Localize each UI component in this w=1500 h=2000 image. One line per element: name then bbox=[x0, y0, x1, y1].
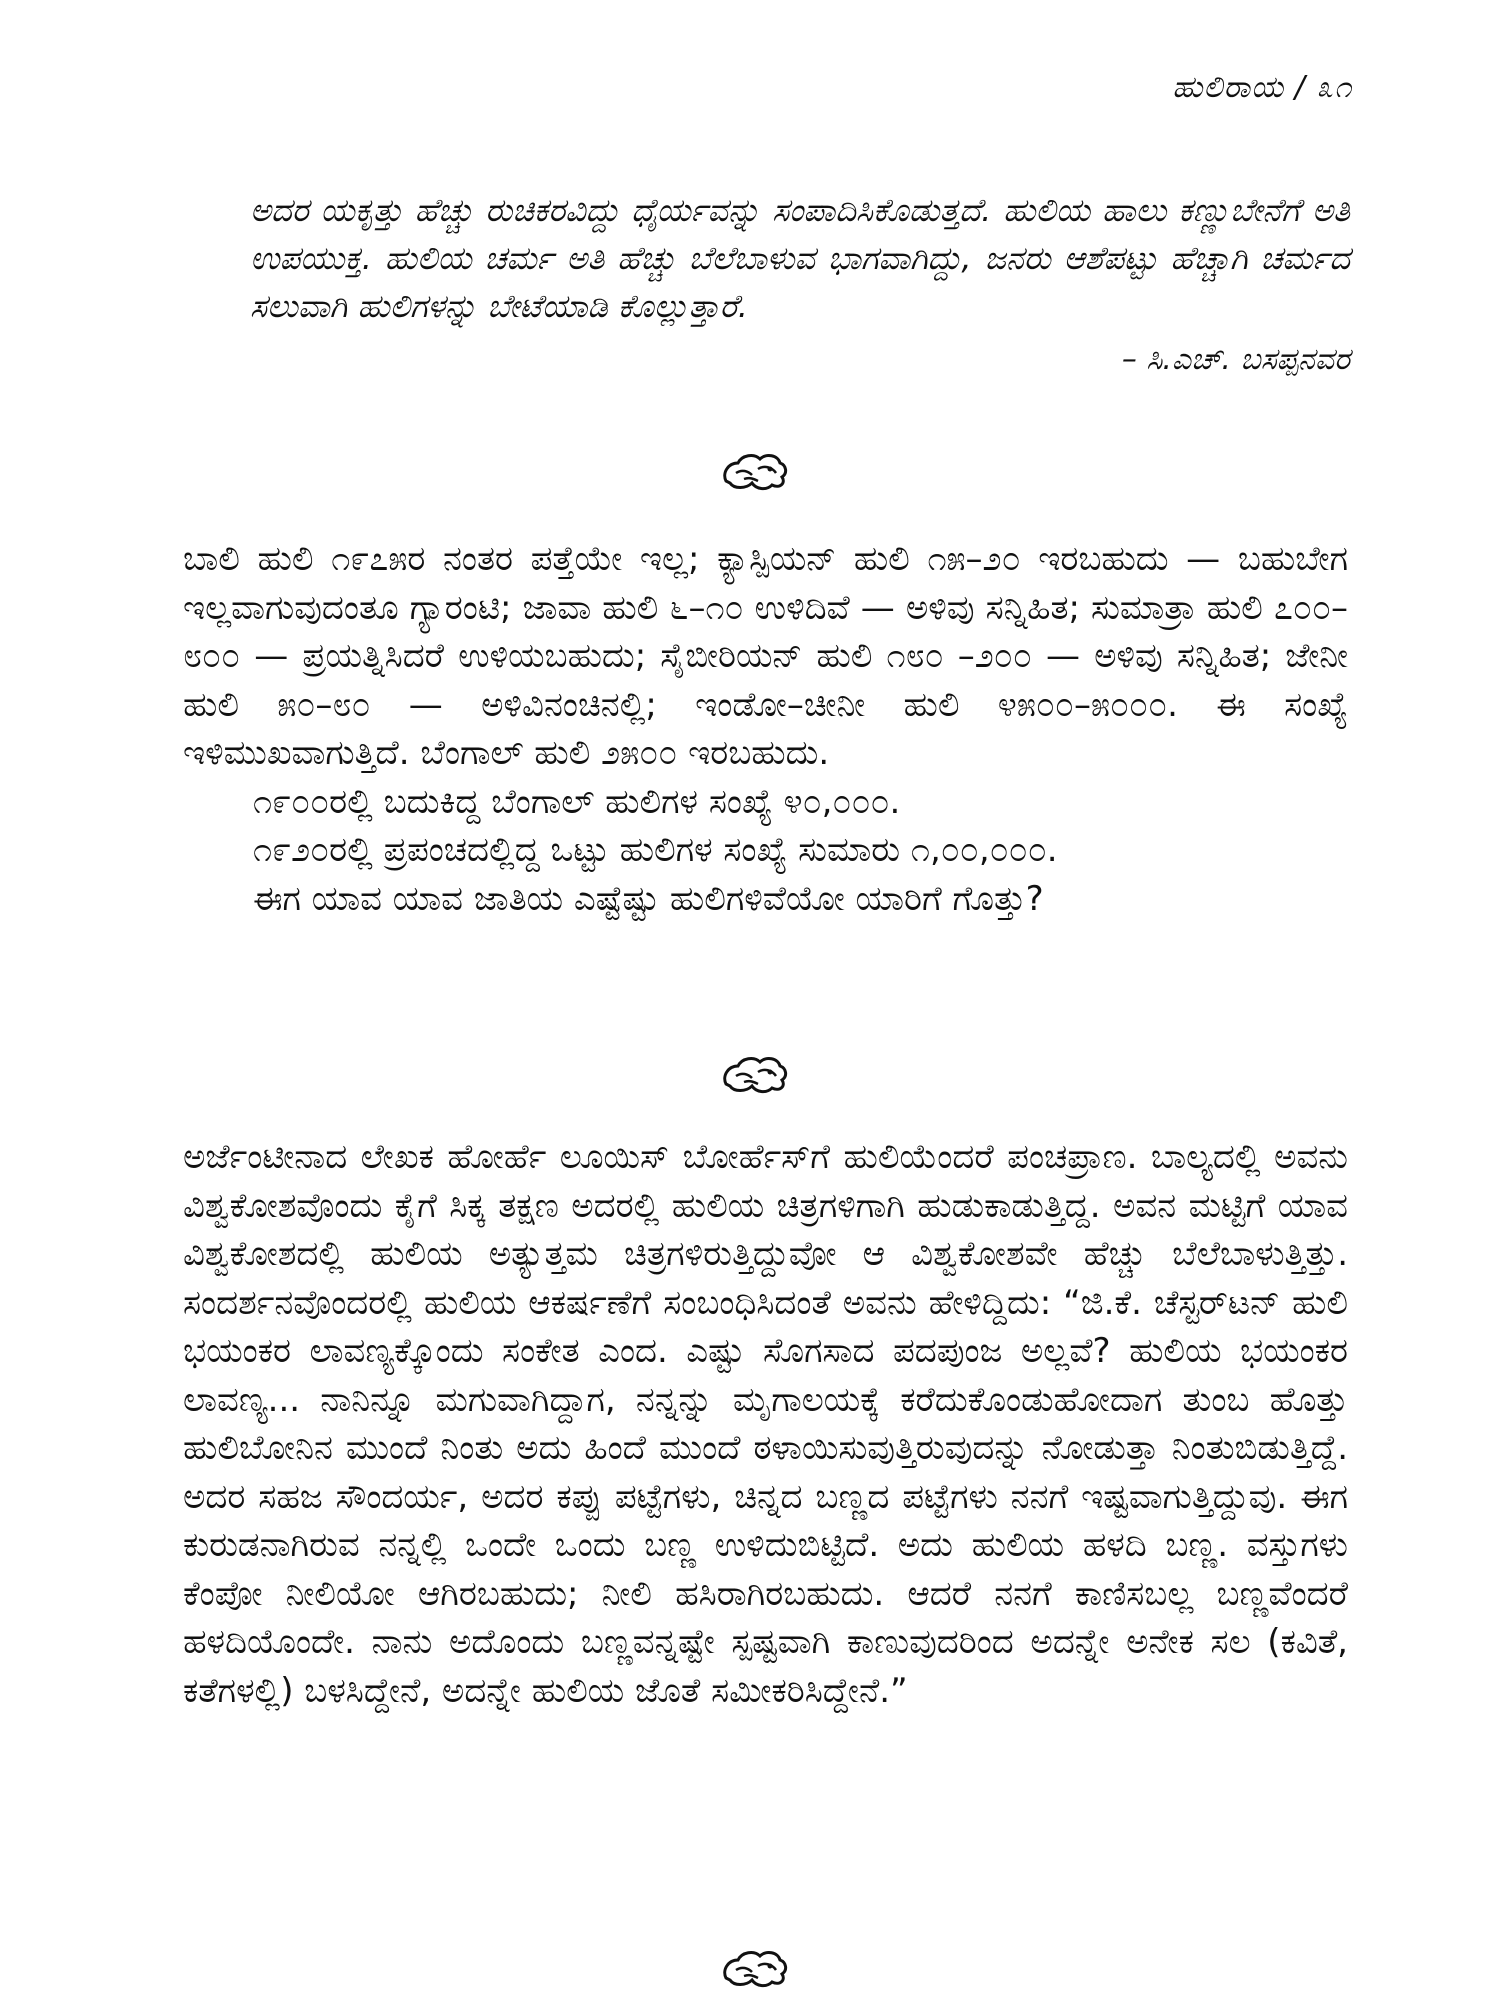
borges-paragraph: ಅರ್ಜೆಂಟೀನಾದ ಲೇಖಕ ಹೋರ್ಹೆ ಲೂಯಿಸ್ ಬೋರ್ಹೆಸ್‌ಗೆ ಹುಲಿಯೆಂದರೆ ಪಂಚಪ್ರಾಣ. ಬಾಲ್ಯದಲ್ಲಿ ಅವನು ವಿಶ್ವಕೋಶವೊಂದು ಕೈಗೆ ಸಿಕ್ಕ ತಕ್ಷಣ ಅದರಲ್ಲಿ ಹುಲಿಯ ಚಿತ್ರಗಳಿಗಾಗಿ ಹುಡುಕಾಡುತ್ತಿದ್ದ. ಅವನ ಮಟ್ಟಿಗೆ ಯಾವ ವಿಶ್ವಕೋಶದಲ್ಲಿ ಹುಲಿಯ ಅತ್ಯುತ್ತಮ ಚಿತ್ರಗಳಿರುತ್ತಿದ್ದುವೋ ಆ ವಿಶ್ವಕೋಶವೇ ಹೆಚ್ಚು ಬೆಲೆಬಾಳುತ್ತಿತ್ತು. ಸಂದರ್ಶನವೊಂದರಲ್ಲಿ ಹುಲಿಯ ಆಕರ್ಷಣೆಗೆ ಸಂಬಂಧಿಸಿದಂತೆ ಅವನು ಹೇಳಿದ್ದಿದು: “ಜಿ.ಕೆ. ಚೆಸ್ಟರ್‌ಟನ್ ಹುಲಿ ಭಯಂಕರ ಲಾವಣ್ಯಕ್ಕೊಂದು ಸಂಕೇತ ಎಂದ. ಎಷ್ಟು ಸೊಗಸಾದ ಪದಪುಂಜ ಅಲ್ಲವೆ? ಹುಲಿಯ ಭಯಂಕರ ಲಾವಣ್ಯ... ನಾನಿನ್ನೂ ಮಗುವಾಗಿದ್ದಾಗ, ನನ್ನನ್ನು ಮೃಗಾಲಯಕ್ಕೆ ಕರೆದುಕೊಂಡುಹೋದಾಗ ತುಂಬ ಹೊತ್ತು ಹುಲಿಬೋನಿನ ಮುಂದೆ ನಿಂತು ಅದು ಹಿಂದೆ ಮುಂದೆ ಠಳಾಯಿಸುವುತ್ತಿರುವುದನ್ನು ನೋಡುತ್ತಾ ನಿಂತುಬಿಡುತ್ತಿದ್ದೆ. ಅದರ ಸಹಜ ಸೌಂದರ್ಯ, ಅದರ ಕಪ್ಪು ಪಟ್ಟೆಗಳು, ಚಿನ್ನದ ಬಣ್ಣದ ಪಟ್ಟೆಗಳು ನನಗೆ ಇಷ್ಟವಾಗುತ್ತಿದ್ದುವು. ಈಗ ಕುರುಡನಾಗಿರುವ ನನ್ನಲ್ಲಿ ಒಂದೇ ಒಂದು ಬಣ್ಣ ಉಳಿದುಬಿಟ್ಟಿದೆ. ಅದು ಹುಲಿಯ ಹಳದಿ ಬಣ್ಣ. ವಸ್ತುಗಳು ಕೆಂಪೋ ನೀಲಿಯೋ ಆಗಿರಬಹುದು; ನೀಲಿ ಹಸಿರಾಗಿರಬಹುದು. ಆದರೆ ನನಗೆ ಕಾಣಿಸಬಲ್ಲ ಬಣ್ಣವೆಂದರೆ ಹಳದಿಯೊಂದೇ. ನಾನು ಅದೊಂದು ಬಣ್ಣವನ್ನಷ್ಟೇ ಸ್ಪಷ್ಟವಾಗಿ ಕಾಣುವುದರಿಂದ ಅದನ್ನೇ ಅನೇಕ ಸಲ (ಕವಿತೆ, ಕತೆಗಳಲ್ಲಿ) ಬಳಸಿದ್ದೇನೆ, ಅದನ್ನೇ ಹುಲಿಯ ಜೊತೆ ಸಮೀಕರಿಸಿದ್ದೇನೆ.” bbox=[183, 1137, 1348, 1711]
population-line-1920: ೧೯೨೦ರಲ್ಲಿ ಪ್ರಪಂಚದಲ್ಲಿದ್ದ ಒಟ್ಟು ಹುಲಿಗಳ ಸಂಖ್ಯೆ ಸುಮಾರು ೧,೦೦,೦೦೦. bbox=[253, 830, 1058, 870]
epigraph-quote bbox=[250, 186, 1350, 330]
running-head: ಹುಲಿರಾಯ / ೩೧ bbox=[1172, 70, 1352, 105]
tiger-ornament-icon bbox=[720, 1944, 790, 1990]
tiger-ornament-icon bbox=[720, 1050, 790, 1096]
quote-attribution: – ಸಿ.ಎಚ್. ಬಸಪ್ಪನವರ bbox=[1121, 342, 1350, 377]
tiger-ornament-icon bbox=[720, 447, 790, 493]
quote-text: ಅದರ ಯಕೃತ್ತು ಹೆಚ್ಚು ರುಚಿಕರವಿದ್ದು ಧೈರ್ಯವನ್ನು ಸಂಪಾದಿಸಿಕೊಡುತ್ತದೆ. ಹುಲಿಯ ಹಾಲು ಕಣ್ಣುಬೇನೆಗೆ ಅತಿ ಉಪಯುಕ್ತ. ಹುಲಿಯ ಚರ್ಮ ಅತಿ ಹೆಚ್ಚು ಬೆಲೆಬಾಳುವ ಭಾಗವಾಗಿದ್ದು, ಜನರು ಆಶೆಪಟ್ಟು ಹೆಚ್ಚಾಗಿ ಚರ್ಮದ ಸಲುವಾಗಿ ಹುಲಿಗಳನ್ನು ಬೇಟೆಯಾಡಿ ಕೊಲ್ಲುತ್ತಾರೆ. bbox=[250, 191, 1350, 325]
tiger-population-section bbox=[183, 535, 1348, 923]
population-line-1900: ೧೯೦೦ರಲ್ಲಿ ಬದುಕಿದ್ದ ಬೆಂಗಾಲ್ ಹುಲಿಗಳ ಸಂಖ್ಯೆ ೪೦,೦೦೦. bbox=[253, 781, 901, 822]
borges-section bbox=[183, 1133, 1348, 1715]
population-paragraph: ಬಾಲಿ ಹುಲಿ ೧೯೭೫ರ ನಂತರ ಪತ್ತೆಯೇ ಇಲ್ಲ; ಕ್ಯಾಸ್ಪಿಯನ್ ಹುಲಿ ೧೫–೨೦ ಇರಬಹುದು — ಬಹುಬೇಗ ಇಲ್ಲವಾಗುವುದಂತೂ ಗ್ಯಾರಂಟಿ; ಜಾವಾ ಹುಲಿ ೬–೧೦ ಉಳಿದಿವೆ — ಅಳಿವು ಸನ್ನಿಹಿತ; ಸುಮಾತ್ರಾ ಹುಲಿ ೭೦೦–೮೦೦ — ಪ್ರಯತ್ನಿಸಿದರೆ ಉಳಿಯಬಹುದು; ಸೈಬೀರಿಯನ್ ಹುಲಿ ೧೮೦ –೨೦೦ — ಅಳಿವು ಸನ್ನಿಹಿತ; ಜೇನೀ ಹುಲಿ ೫೦–೮೦ — ಅಳಿವಿನಂಚಿನಲ್ಲಿ; ಇಂಡೋ–ಚೀನೀ ಹುಲಿ ೪೫೦೦–೫೦೦೦. ಈ ಸಂಖ್ಯೆ ಇಳಿಮುಖವಾಗುತ್ತಿದೆ. ಬೆಂಗಾಲ್ ಹುಲಿ ೨೫೦೦ ಇರಬಹುದು. bbox=[183, 539, 1348, 773]
population-question: ಈಗ ಯಾವ ಯಾವ ಜಾತಿಯ ಎಷ್ಟೆಷ್ಟು ಹುಲಿಗಳಿವೆಯೋ ಯಾರಿಗೆ ಗೊತ್ತು? bbox=[253, 878, 1044, 919]
